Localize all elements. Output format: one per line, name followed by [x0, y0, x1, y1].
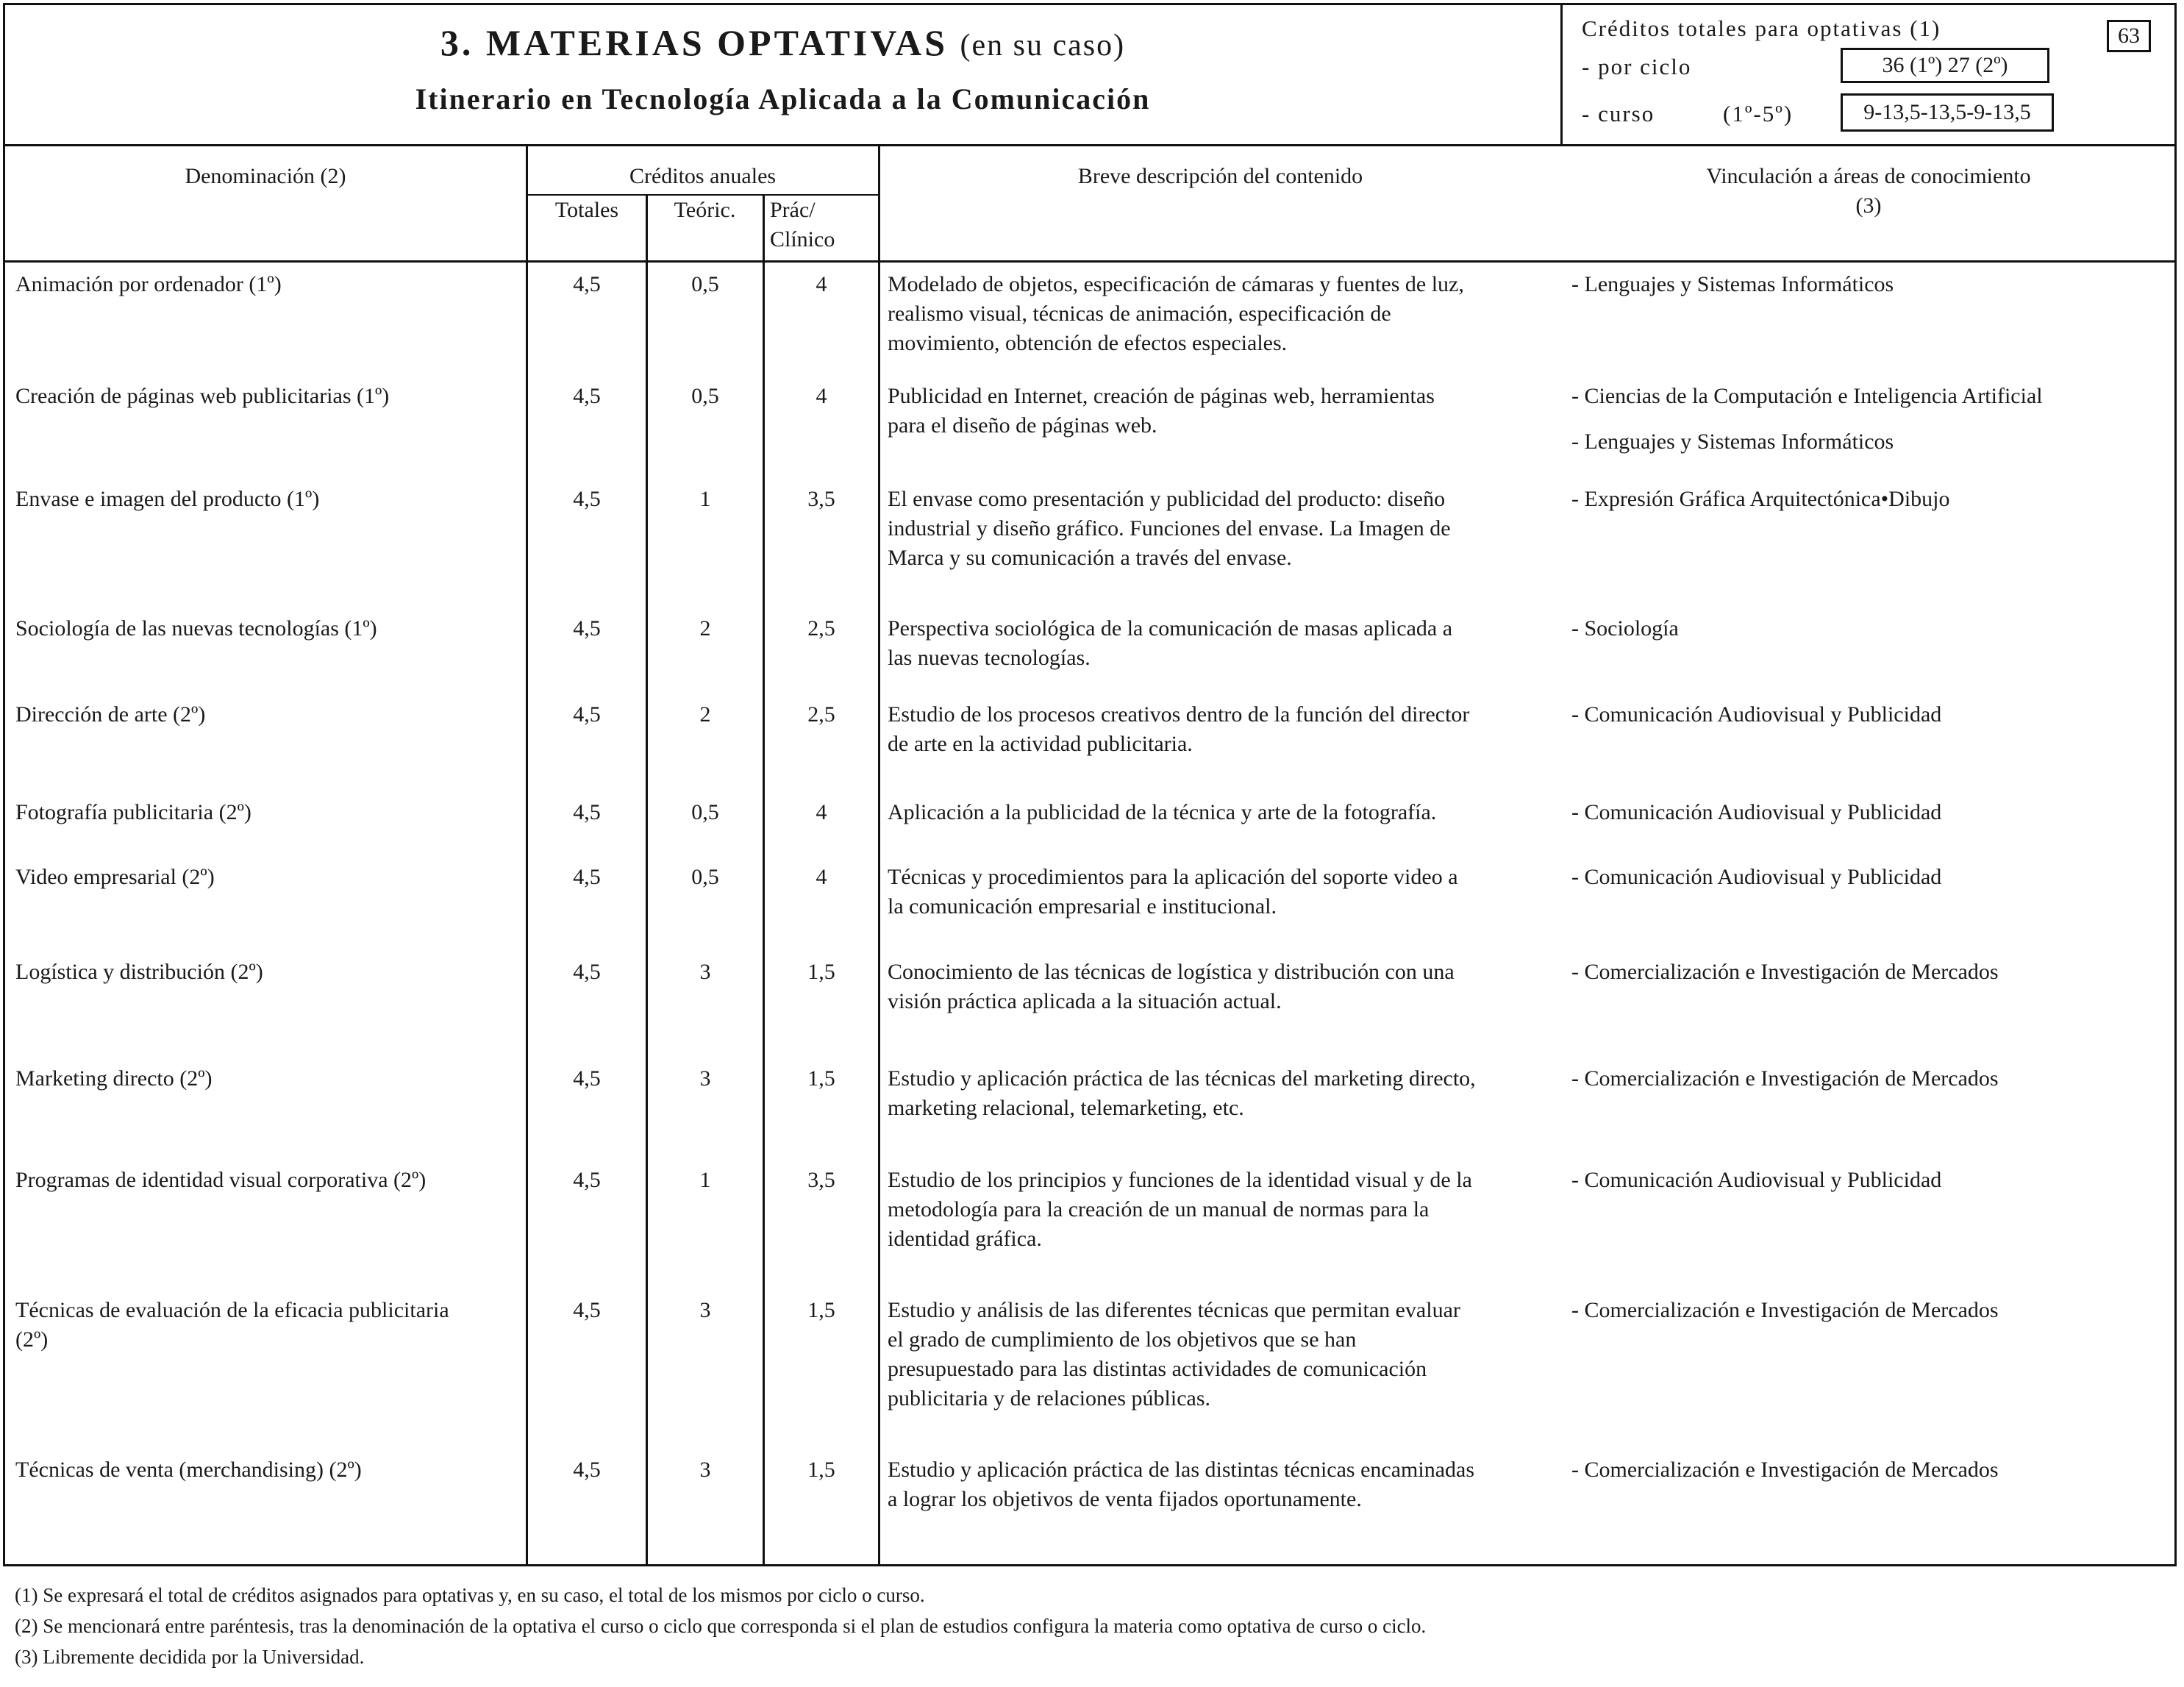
footnote-2: (2) Se mencionará entre paréntesis, tras la denominación de la optativa el curso o ciclo que corresponda si el plan de estudios configura la materia como optativa de curso o ciclo.: [15, 1615, 1427, 1637]
credit-totales: 4,5: [573, 1458, 601, 1482]
knowledge-area: - Comercialización e Investigación de Mercados: [1571, 960, 1999, 984]
description-line: Perspectiva sociológica de la comunicación de masas aplicada a: [888, 616, 1453, 641]
knowledge-area: - Comercialización e Investigación de Mercados: [1571, 1298, 1999, 1322]
credit-teoric: 2: [699, 702, 711, 727]
credit-totales: 4,5: [573, 487, 601, 511]
description-line: de arte en la actividad publicitaria.: [888, 732, 1193, 756]
credit-teoric: 0,5: [691, 800, 719, 824]
subject-name: Dirección de arte (2º): [15, 702, 206, 727]
credit-totales: 4,5: [573, 272, 601, 296]
credit-totales: 4,5: [573, 384, 601, 408]
description-line: Conocimiento de las técnicas de logística y distribución con una: [888, 960, 1455, 984]
description-line: publicitaria y de relaciones públicas.: [888, 1386, 1210, 1410]
knowledge-area: - Comercialización e Investigación de Mercados: [1571, 1458, 1999, 1482]
subject-name: Marketing directo (2º): [15, 1066, 213, 1091]
por-ciclo-box: 36 (1º) 27 (2º): [1841, 48, 2049, 83]
credit-totales: 4,5: [573, 1298, 601, 1322]
footnote-1: (1) Se expresará el total de créditos asignados para optativas y, en su caso, el total de los mismos por ciclo o curso.: [15, 1584, 925, 1606]
description-line: el grado de cumplimiento de los objetivos que se han: [888, 1327, 1357, 1352]
subject-name: Fotografía publicitaria (2º): [15, 800, 251, 824]
header-band: [5, 5, 2174, 146]
credit-prac: 3,5: [807, 1168, 835, 1192]
description-line: la comunicación empresarial e institucional.: [888, 894, 1277, 919]
knowledge-area: - Sociología: [1571, 616, 1679, 641]
description-line: presupuestado para las distintas actividades de comunicación: [888, 1357, 1427, 1381]
description-line: Aplicación a la publicidad de la técnica y arte de la fotografía.: [888, 800, 1437, 824]
description-line: Modelado de objetos, especificación de cámaras y fuentes de luz,: [888, 272, 1464, 296]
credit-prac: 3,5: [807, 487, 835, 511]
credit-prac: 4: [816, 800, 827, 824]
knowledge-area: - Comunicación Audiovisual y Publicidad: [1571, 865, 1942, 889]
header-title-area: [5, 5, 1563, 144]
credit-prac: 4: [816, 272, 827, 296]
knowledge-area: - Ciencias de la Computación e Inteligencia Artificial: [1571, 384, 2043, 408]
subject-name: Sociología de las nuevas tecnologías (1º): [15, 616, 377, 641]
credit-prac: 2,5: [807, 616, 835, 641]
knowledge-area: - Expresión Gráfica Arquitectónica•Dibujo: [1571, 487, 1950, 511]
credit-totales: 4,5: [573, 800, 601, 824]
description-line: metodología para la creación de un manual de normas para la: [888, 1197, 1430, 1221]
description-line: Publicidad en Internet, creación de páginas web, herramientas: [888, 384, 1435, 408]
credit-totales: 4,5: [573, 960, 601, 984]
credit-prac: 2,5: [807, 702, 835, 727]
knowledge-area: - Lenguajes y Sistemas Informáticos: [1571, 429, 1894, 454]
col-line-4: [878, 144, 880, 1564]
credit-totales: 4,5: [573, 702, 601, 727]
credit-totales: 4,5: [573, 1168, 601, 1192]
credit-teoric: 1: [699, 487, 711, 511]
credit-prac: 1,5: [807, 1458, 835, 1482]
description-line: Estudio y análisis de las diferentes técnicas que permitan evaluar: [888, 1298, 1460, 1322]
subject-name-cont: (2º): [15, 1327, 49, 1352]
col-totales: Totales: [554, 198, 619, 222]
col-vinculacion-line2: (3): [1855, 193, 1882, 218]
knowledge-area: - Comunicación Audiovisual y Publicidad: [1571, 1168, 1942, 1192]
col-prac: [770, 196, 880, 254]
description-line: movimiento, obtención de efectos especiales.: [888, 331, 1288, 355]
knowledge-area: - Comunicación Audiovisual y Publicidad: [1571, 702, 1942, 727]
col-prac-line1: Prác/: [770, 198, 816, 222]
description-line: marketing relacional, telemarketing, etc.: [888, 1096, 1244, 1120]
subject-name: Técnicas de venta (merchandising) (2º): [15, 1458, 362, 1482]
description-line: Estudio y aplicación práctica de las técnicas del marketing directo,: [888, 1066, 1476, 1091]
col-descripcion: Breve descripción del contenido: [1077, 164, 1363, 188]
subject-name: Programas de identidad visual corporativa (2º): [15, 1168, 427, 1192]
description-line: Estudio de los principios y funciones de la identidad visual y de la: [888, 1168, 1472, 1192]
description-line: Estudio y aplicación práctica de las distintas técnicas encaminadas: [888, 1458, 1475, 1482]
knowledge-area: - Comunicación Audiovisual y Publicidad: [1571, 800, 1942, 824]
curso-box: 9-13,5-13,5-9-13,5: [1841, 93, 2054, 132]
title-main: 3. MATERIAS OPTATIVAS: [440, 22, 949, 63]
creditos-totales-label: Créditos totales para optativas (1): [1582, 15, 1941, 41]
col-denominacion: Denominación (2): [185, 164, 346, 188]
title-sub: (en su caso): [960, 29, 1126, 63]
credit-teoric: 0,5: [691, 384, 719, 408]
description-line: identidad gráfica.: [888, 1227, 1042, 1251]
knowledge-area: - Comercialización e Investigación de Mercados: [1571, 1066, 1999, 1091]
subject-name: Creación de páginas web publicitarias (1º): [15, 384, 390, 408]
footnote-3: (3) Libremente decidida por la Universidad.: [15, 1646, 365, 1668]
description-line: para el diseño de páginas web.: [888, 413, 1157, 438]
description-line: Estudio de los procesos creativos dentro de la función del director: [888, 702, 1470, 727]
page-subtitle: Itinerario en Tecnología Aplicada a la Comunicación: [415, 82, 1151, 115]
creditos-totales-box: 63: [2107, 20, 2151, 52]
col-prac-line2: Clínico: [770, 227, 835, 252]
subject-name: Logística y distribución (2º): [15, 960, 263, 984]
credit-totales: 4,5: [573, 1066, 601, 1091]
footnotes: [15, 1580, 1426, 1672]
col-vinculacion: [1563, 162, 2174, 221]
subject-name: Video empresarial (2º): [15, 865, 215, 889]
credit-prac: 1,5: [807, 1066, 835, 1091]
subject-name: Envase e imagen del producto (1º): [15, 487, 320, 511]
credit-teoric: 2: [699, 616, 711, 641]
col-teoric: Teóric.: [674, 198, 736, 222]
credit-teoric: 1: [699, 1168, 711, 1192]
subject-name: Animación por ordenador (1º): [15, 272, 282, 296]
col-line-1: [526, 144, 528, 1564]
optativas-table-frame: [3, 3, 2177, 1566]
description-line: Técnicas y procedimientos para la aplicación del soporte video a: [888, 865, 1458, 889]
credit-totales: 4,5: [573, 865, 601, 889]
credit-teoric: 3: [699, 1298, 711, 1322]
description-line: industrial y diseño gráfico. Funciones del envase. La Imagen de: [888, 516, 1451, 541]
credit-teoric: 3: [699, 1066, 711, 1091]
credit-totales: 4,5: [573, 616, 601, 641]
curso-label: - curso: [1582, 101, 1655, 126]
col-creditos-anuales: Créditos anuales: [629, 164, 777, 188]
curso-range: (1º-5º): [1723, 101, 1794, 126]
credit-prac: 4: [816, 865, 827, 889]
description-line: El envase como presentación y publicidad del producto: diseño: [888, 487, 1446, 511]
subject-name: Técnicas de evaluación de la eficacia publicitaria: [15, 1298, 449, 1322]
por-ciclo-label: - por ciclo: [1582, 54, 1692, 79]
col-vinculacion-line1: Vinculación a áreas de conocimiento: [1706, 164, 2031, 188]
knowledge-area: - Lenguajes y Sistemas Informáticos: [1571, 272, 1894, 296]
credit-prac: 1,5: [807, 1298, 835, 1322]
credit-teoric: 0,5: [691, 272, 719, 296]
page-title: [5, 21, 1560, 64]
table-header: [5, 144, 2174, 263]
description-line: a lograr los objetivos de venta fijados oportunamente.: [888, 1487, 1362, 1511]
credit-teoric: 3: [699, 960, 711, 984]
description-line: visión práctica aplicada a la situación actual.: [888, 989, 1282, 1013]
description-line: las nuevas tecnologías.: [888, 646, 1091, 670]
creditos-summary: [1563, 5, 2174, 144]
credit-prac: 1,5: [807, 960, 835, 984]
credit-teoric: 0,5: [691, 865, 719, 889]
description-line: Marca y su comunicación a través del envase.: [888, 546, 1292, 570]
credit-prac: 4: [816, 384, 827, 408]
description-line: realismo visual, técnicas de animación, especificación de: [888, 302, 1391, 326]
credit-teoric: 3: [699, 1458, 711, 1482]
